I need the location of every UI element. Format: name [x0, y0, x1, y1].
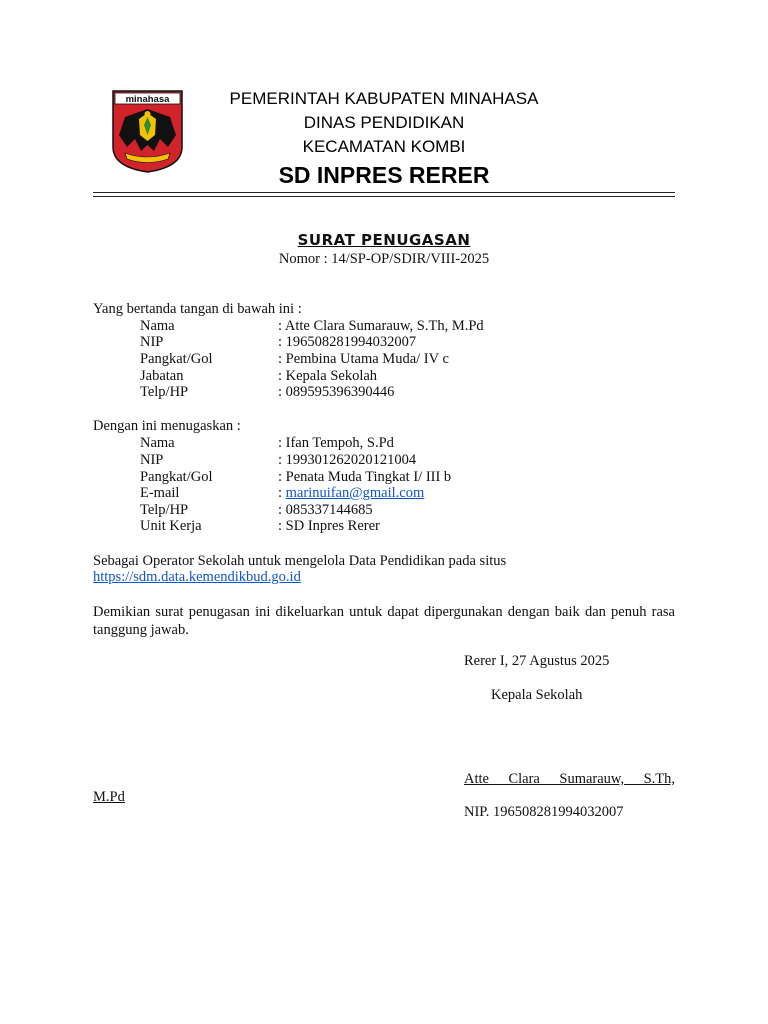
- kalimat-pembuka: Yang bertanda tangan di bawah ini :: [93, 301, 302, 317]
- petugas-email-row: [278, 485, 424, 502]
- petugas-email-link[interactable]: marinuifan@gmail.com: [285, 485, 425, 501]
- petugas-unit-label: Unit Kerja: [140, 518, 202, 534]
- nama-penanda-tangan-gelar: M.Pd: [93, 789, 125, 805]
- signer-telp-label: Telp/HP: [140, 384, 189, 400]
- signer-pangkat-value: : Pembina Utama Muda/ IV c: [278, 351, 449, 367]
- kalimat-penutup: Demikian surat penugasan ini dikeluarkan untuk dapat dipergunakan dengan baik dan penuh rasa tanggung jawab.: [93, 604, 675, 638]
- kop-divider-bottom: [93, 196, 675, 197]
- petugas-nama-value: : Ifan Tempoh, S.Pd: [278, 435, 394, 451]
- petugas-email-colon: :: [278, 485, 286, 501]
- kalimat-tugas: Sebagai Operator Sekolah untuk mengelola Data Pendidikan pada situs: [93, 553, 507, 569]
- kalimat-menugaskan: Dengan ini menugaskan :: [93, 418, 241, 434]
- nama-penanda-tangan: Atte Clara Sumarauw, S.Th,: [464, 771, 675, 787]
- nomor-surat: Nomor : 14/SP-OP/SDIR/VIII-2025: [278, 251, 490, 267]
- signer-pangkat-label: Pangkat/Gol: [140, 351, 213, 367]
- petugas-pangkat-value: : Penata Muda Tingkat I/ III b: [278, 469, 452, 485]
- petugas-email-label: E-mail: [140, 485, 180, 501]
- petugas-telp-label: Telp/HP: [140, 502, 189, 518]
- kop-dinas: DINAS PENDIDIKAN: [303, 113, 465, 132]
- kop-kecamatan: KECAMATAN KOMBI: [302, 137, 466, 156]
- signer-telp-value: : 089595396390446: [278, 384, 395, 400]
- signer-nama-value: : Atte Clara Sumarauw, S.Th, M.Pd: [278, 318, 484, 334]
- petugas-nip-label: NIP: [140, 452, 164, 468]
- petugas-unit-value: : SD Inpres Rerer: [278, 518, 380, 534]
- judul-surat: SURAT PENUGASAN: [297, 231, 471, 249]
- signer-nip-value: : 196508281994032007: [278, 334, 417, 350]
- signer-nama-label: Nama: [140, 318, 175, 334]
- nip-penanda-tangan: NIP. 196508281994032007: [464, 804, 624, 820]
- kop-pemerintah: PEMERINTAH KABUPATEN MINAHASA: [229, 89, 539, 108]
- petugas-pangkat-label: Pangkat/Gol: [140, 469, 213, 485]
- signer-nip-label: NIP: [140, 334, 164, 350]
- kop-sekolah: SD INPRES RERER: [278, 162, 490, 188]
- jabatan-penanda-tangan: Kepala Sekolah: [491, 687, 583, 703]
- petugas-nama-label: Nama: [140, 435, 175, 451]
- kop-divider-top: [93, 192, 675, 193]
- signer-jabatan-label: Jabatan: [140, 368, 184, 384]
- tempat-tanggal: Rerer I, 27 Agustus 2025: [464, 653, 610, 669]
- petugas-telp-value: : 085337144685: [278, 502, 373, 518]
- petugas-nip-value: : 199301262020121004: [278, 452, 417, 468]
- logo-banner-text: minahasa: [125, 94, 170, 105]
- signer-jabatan-value: : Kepala Sekolah: [278, 368, 378, 384]
- situs-link[interactable]: https://sdm.data.kemendikbud.go.id: [93, 569, 301, 585]
